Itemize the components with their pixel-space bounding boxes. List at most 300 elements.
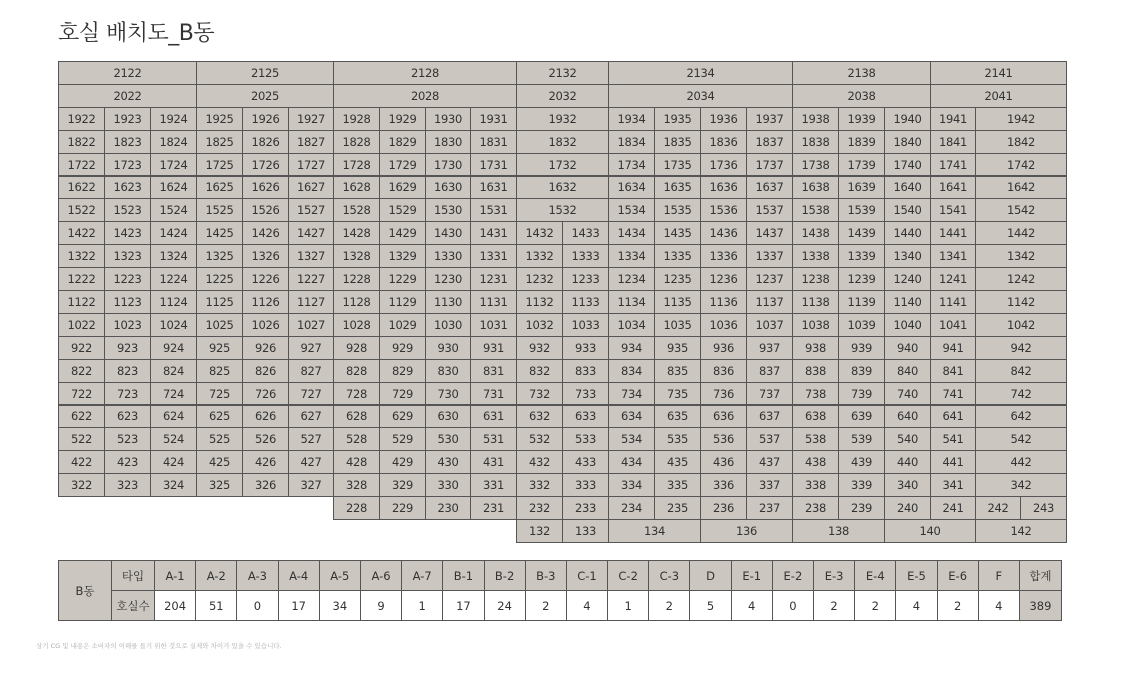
room-cell: 1030 (425, 313, 471, 337)
type-cell: B-2 (484, 561, 525, 591)
count-cell: 34 (319, 591, 360, 621)
room-cell: 1225 (196, 267, 243, 291)
room-cell: 923 (104, 336, 151, 360)
room-cell: 1838 (792, 130, 839, 154)
room-cell: 2138 (792, 61, 931, 85)
room-cell: 639 (838, 405, 885, 429)
room-cell: 1434 (608, 221, 655, 245)
room-cell: 1038 (792, 313, 839, 337)
room-cell: 340 (884, 473, 931, 497)
room-cell: 1136 (700, 290, 747, 314)
room-cell: 1728 (333, 153, 380, 177)
room-cell: 1023 (104, 313, 151, 337)
room-cell: 1430 (425, 221, 471, 245)
room-cell: 1242 (975, 267, 1067, 291)
room-cell: 1634 (608, 176, 655, 200)
room-cell: 436 (700, 450, 747, 474)
room-cell: 1034 (608, 313, 655, 337)
room-cell: 734 (608, 382, 655, 406)
type-cell: E-4 (855, 561, 896, 591)
room-cell: 1432 (516, 221, 563, 245)
count-cell: 2 (525, 591, 566, 621)
room-cell: 439 (838, 450, 885, 474)
room-cell: 1337 (746, 244, 793, 268)
room-cell: 1928 (333, 107, 380, 131)
room-cell: 722 (58, 382, 105, 406)
room-cell: 723 (104, 382, 151, 406)
room-cell: 2022 (58, 84, 197, 108)
room-cell: 1431 (470, 221, 517, 245)
room-cell: 1323 (104, 244, 151, 268)
room-cell: 624 (150, 405, 197, 429)
room-cell: 1530 (425, 198, 471, 222)
room-cell: 536 (700, 427, 747, 451)
room-cell: 1925 (196, 107, 243, 131)
room-cell: 540 (884, 427, 931, 451)
type-cell: A-5 (319, 561, 360, 591)
room-cell: 634 (608, 405, 655, 429)
room-cell: 538 (792, 427, 839, 451)
room-cell: 1231 (470, 267, 517, 291)
room-cell: 142 (975, 519, 1067, 543)
room-cell: 2122 (58, 61, 197, 85)
room-cell: 1132 (516, 290, 563, 314)
count-cell: 5 (690, 591, 731, 621)
room-cell: 1524 (150, 198, 197, 222)
room-cell: 1724 (150, 153, 197, 177)
room-cell: 136 (700, 519, 793, 543)
room-cell: 727 (288, 382, 334, 406)
room-cell: 940 (884, 336, 931, 360)
room-cell: 1224 (150, 267, 197, 291)
room-cell: 739 (838, 382, 885, 406)
room-cell: 231 (470, 496, 517, 520)
room-cell: 825 (196, 359, 243, 383)
room-cell: 1428 (333, 221, 380, 245)
room-cell: 1938 (792, 107, 839, 131)
room-cell: 1329 (379, 244, 426, 268)
room-cell: 2132 (516, 61, 609, 85)
room-cell: 1640 (884, 176, 931, 200)
count-cell: 17 (443, 591, 484, 621)
room-cell: 831 (470, 359, 517, 383)
room-cell: 1238 (792, 267, 839, 291)
room-cell: 1234 (608, 267, 655, 291)
type-cell: A-1 (155, 561, 196, 591)
room-cell: 628 (333, 405, 380, 429)
room-cell: 635 (654, 405, 701, 429)
room-cell: 337 (746, 473, 793, 497)
room-cell: 1325 (196, 244, 243, 268)
room-cell: 1423 (104, 221, 151, 245)
room-type-summary-table (58, 560, 1062, 621)
type-cell: E-6 (937, 561, 978, 591)
room-cell: 529 (379, 427, 426, 451)
room-cell: 238 (792, 496, 839, 520)
room-cell: 1540 (884, 198, 931, 222)
room-cell: 1035 (654, 313, 701, 337)
room-cell: 731 (470, 382, 517, 406)
room-cell: 738 (792, 382, 839, 406)
room-cell: 1929 (379, 107, 426, 131)
room-cell: 2041 (930, 84, 1067, 108)
room-cell: 1126 (242, 290, 289, 314)
room-cell: 228 (333, 496, 380, 520)
room-cell: 1940 (884, 107, 931, 131)
room-cell: 1127 (288, 290, 334, 314)
room-cell: 941 (930, 336, 976, 360)
room-cell: 1422 (58, 221, 105, 245)
room-cell: 926 (242, 336, 289, 360)
room-cell: 735 (654, 382, 701, 406)
room-cell: 1740 (884, 153, 931, 177)
room-cell: 822 (58, 359, 105, 383)
room-cell: 1332 (516, 244, 563, 268)
building-label: B동 (59, 561, 112, 621)
room-cell: 827 (288, 359, 334, 383)
room-cell: 1931 (470, 107, 517, 131)
room-cell: 1526 (242, 198, 289, 222)
room-cell: 235 (654, 496, 701, 520)
room-cell: 1628 (333, 176, 380, 200)
room-cell: 1235 (654, 267, 701, 291)
room-cell: 1932 (516, 107, 609, 131)
room-cell: 1828 (333, 130, 380, 154)
room-cell: 1839 (838, 130, 885, 154)
room-cell: 1742 (975, 153, 1067, 177)
type-cell: B-1 (443, 561, 484, 591)
room-cell: 1435 (654, 221, 701, 245)
count-cell: 17 (278, 591, 319, 621)
room-cell: 1229 (379, 267, 426, 291)
room-cell: 622 (58, 405, 105, 429)
room-cell: 930 (425, 336, 471, 360)
room-cell: 1438 (792, 221, 839, 245)
room-cell: 642 (975, 405, 1067, 429)
room-cell: 1130 (425, 290, 471, 314)
room-cell: 629 (379, 405, 426, 429)
room-cell: 2038 (792, 84, 931, 108)
room-cell: 1028 (333, 313, 380, 337)
room-cell: 1625 (196, 176, 243, 200)
room-cell: 330 (425, 473, 471, 497)
room-cell: 422 (58, 450, 105, 474)
room-cell: 740 (884, 382, 931, 406)
count-cell: 1 (608, 591, 649, 621)
room-cell: 1834 (608, 130, 655, 154)
type-cell: E-1 (731, 561, 772, 591)
room-cell: 937 (746, 336, 793, 360)
room-cell: 840 (884, 359, 931, 383)
room-cell: 927 (288, 336, 334, 360)
room-cell: 1141 (930, 290, 976, 314)
room-cell: 1941 (930, 107, 976, 131)
room-cell: 1722 (58, 153, 105, 177)
room-cell: 1322 (58, 244, 105, 268)
room-cell: 638 (792, 405, 839, 429)
type-cell: A-7 (402, 561, 443, 591)
room-cell: 523 (104, 427, 151, 451)
room-cell: 441 (930, 450, 976, 474)
room-cell: 1537 (746, 198, 793, 222)
room-cell: 240 (884, 496, 931, 520)
type-cell: C-1 (566, 561, 607, 591)
room-cell: 1830 (425, 130, 471, 154)
room-cell: 1336 (700, 244, 747, 268)
room-cell: 1729 (379, 153, 426, 177)
room-cell: 434 (608, 450, 655, 474)
page-title: 호실 배치도_B동 (58, 21, 215, 46)
room-cell: 1033 (562, 313, 609, 337)
room-cell: 828 (333, 359, 380, 383)
room-cell: 1732 (516, 153, 609, 177)
room-cell: 1734 (608, 153, 655, 177)
type-cell: B-3 (525, 561, 566, 591)
room-cell: 1735 (654, 153, 701, 177)
room-cell: 1737 (746, 153, 793, 177)
room-cell: 230 (425, 496, 471, 520)
room-cell: 741 (930, 382, 976, 406)
room-cell: 1026 (242, 313, 289, 337)
room-cell: 1739 (838, 153, 885, 177)
room-cell: 1027 (288, 313, 334, 337)
room-cell: 1639 (838, 176, 885, 200)
room-cell: 1529 (379, 198, 426, 222)
room-cell: 1339 (838, 244, 885, 268)
type-cell: E-5 (896, 561, 937, 591)
type-cell: E-3 (814, 561, 855, 591)
room-cell: 138 (792, 519, 885, 543)
room-cell: 234 (608, 496, 655, 520)
room-cell: 229 (379, 496, 426, 520)
room-cell: 1829 (379, 130, 426, 154)
count-cell: 4 (896, 591, 937, 621)
room-cell: 1124 (150, 290, 197, 314)
room-cell: 1623 (104, 176, 151, 200)
room-cell: 1137 (746, 290, 793, 314)
room-cell: 1334 (608, 244, 655, 268)
room-cell: 1939 (838, 107, 885, 131)
room-cell: 1823 (104, 130, 151, 154)
room-cell: 332 (516, 473, 563, 497)
room-cell: 933 (562, 336, 609, 360)
room-cell: 1437 (746, 221, 793, 245)
room-cell: 929 (379, 336, 426, 360)
count-cell: 24 (484, 591, 525, 621)
type-cell: A-3 (237, 561, 278, 591)
room-cell: 742 (975, 382, 1067, 406)
room-cell: 339 (838, 473, 885, 497)
room-cell: 729 (379, 382, 426, 406)
room-cell: 1527 (288, 198, 334, 222)
room-cell: 1439 (838, 221, 885, 245)
room-cell: 2028 (333, 84, 517, 108)
room-cell: 640 (884, 405, 931, 429)
room-cell: 1730 (425, 153, 471, 177)
room-cell: 232 (516, 496, 563, 520)
room-cell: 935 (654, 336, 701, 360)
room-cell: 338 (792, 473, 839, 497)
room-cell: 1522 (58, 198, 105, 222)
room-cell: 1022 (58, 313, 105, 337)
type-header: 타입 (112, 561, 155, 591)
room-cell: 1622 (58, 176, 105, 200)
room-cell: 1226 (242, 267, 289, 291)
room-cell: 1635 (654, 176, 701, 200)
room-cell: 726 (242, 382, 289, 406)
room-cell: 1935 (654, 107, 701, 131)
room-cell: 1627 (288, 176, 334, 200)
room-cell: 1822 (58, 130, 105, 154)
room-cell: 539 (838, 427, 885, 451)
footnote: 상기 CG 및 내용은 소비자의 이해를 돕기 위한 것으로 실제와 차이가 있을 수 있습니다. (36, 642, 282, 650)
room-cell: 936 (700, 336, 747, 360)
room-cell: 625 (196, 405, 243, 429)
room-cell: 1539 (838, 198, 885, 222)
room-cell: 1923 (104, 107, 151, 131)
room-cell: 834 (608, 359, 655, 383)
room-cell: 641 (930, 405, 976, 429)
room-cell: 836 (700, 359, 747, 383)
room-cell: 1139 (838, 290, 885, 314)
room-cell: 2032 (516, 84, 609, 108)
room-cell: 1029 (379, 313, 426, 337)
room-cell: 537 (746, 427, 793, 451)
room-cell: 241 (930, 496, 976, 520)
room-cell: 322 (58, 473, 105, 497)
room-cell: 1123 (104, 290, 151, 314)
count-cell: 4 (978, 591, 1019, 621)
room-cell: 429 (379, 450, 426, 474)
room-cell: 440 (884, 450, 931, 474)
room-cell: 1122 (58, 290, 105, 314)
count-cell: 51 (196, 591, 237, 621)
room-cell: 1826 (242, 130, 289, 154)
room-cell: 324 (150, 473, 197, 497)
summary-type-row (59, 561, 1062, 591)
room-cell: 1032 (516, 313, 563, 337)
type-cell: A-6 (360, 561, 401, 591)
type-cell: C-2 (608, 561, 649, 591)
room-cell: 1331 (470, 244, 517, 268)
room-cell: 1230 (425, 267, 471, 291)
total-header: 합계 (1019, 561, 1061, 591)
room-cell: 931 (470, 336, 517, 360)
room-cell: 426 (242, 450, 289, 474)
room-cell: 1425 (196, 221, 243, 245)
room-cell: 430 (425, 450, 471, 474)
room-cell: 1037 (746, 313, 793, 337)
room-cell: 1636 (700, 176, 747, 200)
room-cell: 1630 (425, 176, 471, 200)
room-cell: 134 (608, 519, 701, 543)
room-cell: 331 (470, 473, 517, 497)
room-cell: 1340 (884, 244, 931, 268)
room-cell: 1131 (470, 290, 517, 314)
room-cell: 1827 (288, 130, 334, 154)
room-cell: 531 (470, 427, 517, 451)
room-cell: 1528 (333, 198, 380, 222)
room-cell: 1442 (975, 221, 1067, 245)
room-cell: 1232 (516, 267, 563, 291)
room-cell: 1436 (700, 221, 747, 245)
room-cell: 1523 (104, 198, 151, 222)
room-cell: 1433 (562, 221, 609, 245)
room-cell: 626 (242, 405, 289, 429)
room-cell: 327 (288, 473, 334, 497)
room-cell: 1934 (608, 107, 655, 131)
room-cell: 133 (562, 519, 609, 543)
room-cell: 1542 (975, 198, 1067, 222)
room-cell: 1626 (242, 176, 289, 200)
count-cell: 2 (814, 591, 855, 621)
room-cell: 236 (700, 496, 747, 520)
room-cell: 1637 (746, 176, 793, 200)
room-cell: 1538 (792, 198, 839, 222)
room-cell: 839 (838, 359, 885, 383)
room-cell: 1324 (150, 244, 197, 268)
room-cell: 934 (608, 336, 655, 360)
room-cell: 725 (196, 382, 243, 406)
count-header: 호실수 (112, 591, 155, 621)
room-cell: 1041 (930, 313, 976, 337)
room-cell: 737 (746, 382, 793, 406)
count-cell: 0 (772, 591, 813, 621)
room-cell: 1223 (104, 267, 151, 291)
room-cell: 630 (425, 405, 471, 429)
room-cell: 325 (196, 473, 243, 497)
count-cell: 2 (649, 591, 690, 621)
room-cell: 623 (104, 405, 151, 429)
room-cell: 342 (975, 473, 1067, 497)
room-cell: 1335 (654, 244, 701, 268)
room-cell: 334 (608, 473, 655, 497)
room-cell: 1440 (884, 221, 931, 245)
room-cell: 428 (333, 450, 380, 474)
room-cell: 140 (884, 519, 976, 543)
room-cell: 1426 (242, 221, 289, 245)
room-cell: 1128 (333, 290, 380, 314)
room-cell: 724 (150, 382, 197, 406)
room-cell: 2125 (196, 61, 334, 85)
room-cell: 938 (792, 336, 839, 360)
room-cell: 239 (838, 496, 885, 520)
room-cell: 1624 (150, 176, 197, 200)
room-cell: 535 (654, 427, 701, 451)
room-cell: 1641 (930, 176, 976, 200)
room-cell: 1642 (975, 176, 1067, 200)
room-cell: 1824 (150, 130, 197, 154)
room-cell: 433 (562, 450, 609, 474)
room-cell: 524 (150, 427, 197, 451)
room-cell: 526 (242, 427, 289, 451)
room-cell: 326 (242, 473, 289, 497)
room-cell: 1240 (884, 267, 931, 291)
room-cell: 1825 (196, 130, 243, 154)
room-cell: 1930 (425, 107, 471, 131)
room-cell: 2141 (930, 61, 1067, 85)
room-cell: 336 (700, 473, 747, 497)
room-cell: 243 (1020, 496, 1067, 520)
room-cell: 1039 (838, 313, 885, 337)
room-cell: 632 (516, 405, 563, 429)
room-cell: 1736 (700, 153, 747, 177)
room-cell: 527 (288, 427, 334, 451)
count-cell: 2 (937, 591, 978, 621)
room-cell: 1638 (792, 176, 839, 200)
room-cell: 2134 (608, 61, 793, 85)
room-cell: 823 (104, 359, 151, 383)
